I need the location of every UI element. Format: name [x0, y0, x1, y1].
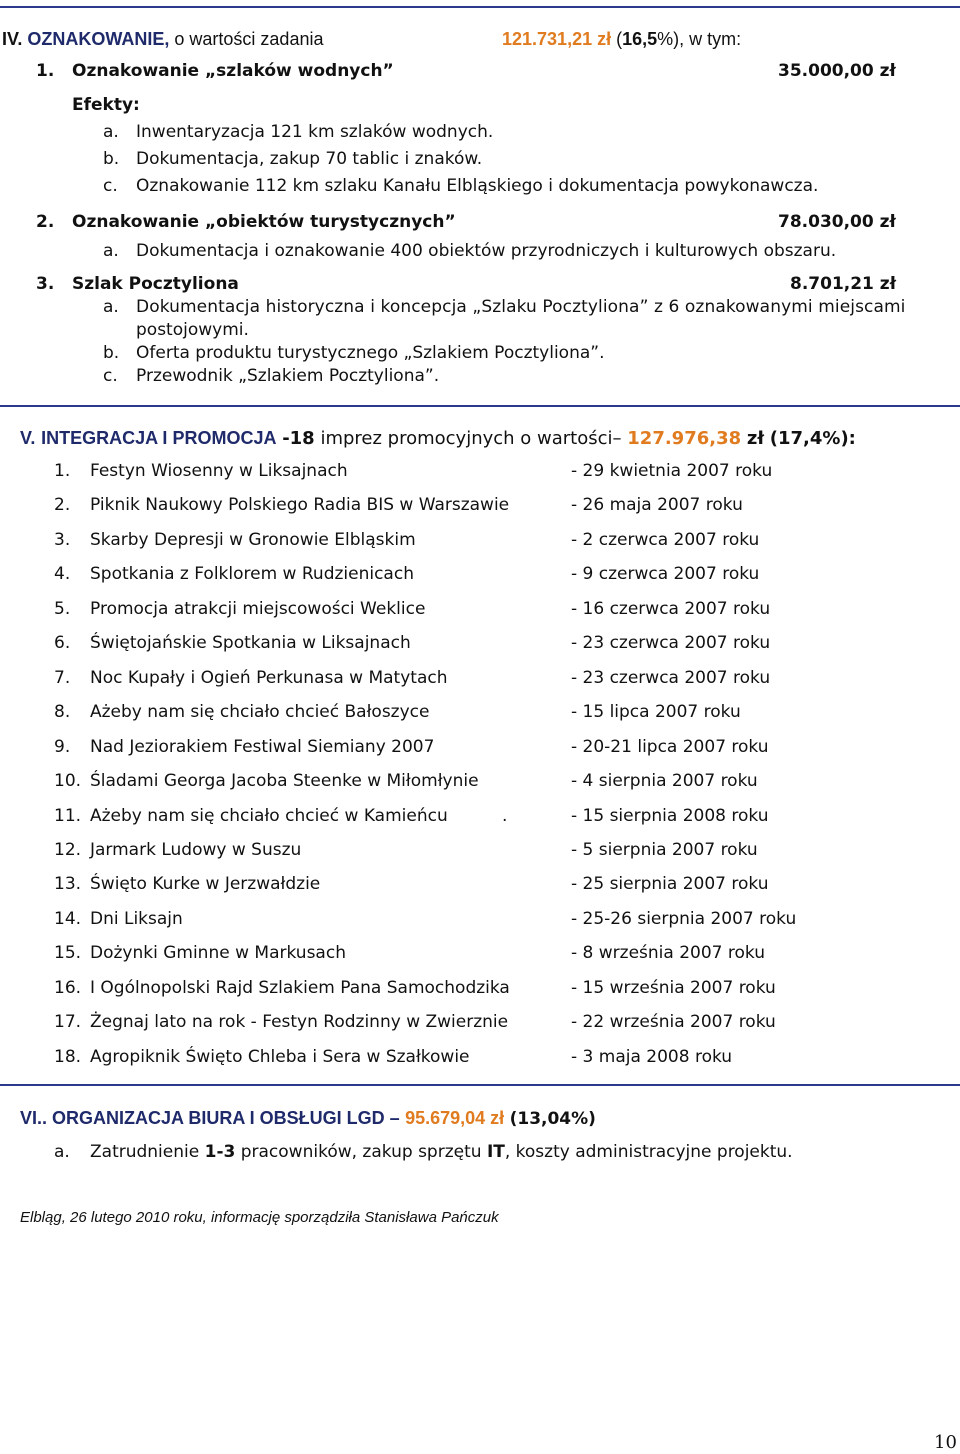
event-name: Promocja atrakcji miejscowości Weklice — [90, 599, 426, 619]
event-date: - 9 czerwca 2007 roku — [571, 564, 760, 584]
event-name: Dożynki Gminne w Markusach — [90, 943, 346, 963]
event-name: Ażeby nam się chciało chcieć Bałoszyce — [90, 702, 430, 722]
event-date: - 3 maja 2008 roku — [571, 1047, 733, 1067]
item2-num: 2. — [36, 212, 55, 232]
event-name: Festyn Wiosenny w Liksajnach — [90, 461, 348, 481]
event-date: - 29 kwietnia 2007 roku — [571, 461, 773, 481]
item3-effect-a-letter: a. — [103, 297, 119, 317]
item1-effect-b-letter: b. — [103, 149, 120, 169]
event-number: 14. — [54, 909, 82, 929]
item1-effect-a-letter: a. — [103, 122, 119, 142]
event-dot: . — [502, 806, 508, 826]
event-date: - 25 sierpnia 2007 roku — [571, 874, 769, 894]
event-number: 17. — [54, 1012, 82, 1032]
event-number: 9. — [54, 737, 71, 757]
event-number: 2. — [54, 495, 71, 515]
item3-effect-c: Przewodnik „Szlakiem Pocztyliona”. — [136, 366, 440, 386]
event-number: 7. — [54, 668, 71, 688]
event-date: - 20-21 lipca 2007 roku — [571, 737, 769, 757]
event-number: 16. — [54, 978, 82, 998]
item3-effect-a: Dokumentacja historyczna i koncepcja „Szlaku Pocztyliona” z 6 oznakowanymi miejscami — [136, 297, 906, 317]
event-number: 5. — [54, 599, 71, 619]
event-name: Agropiknik Święto Chleba i Sera w Szałkowie — [90, 1047, 470, 1067]
event-date: - 15 września 2007 roku — [571, 978, 776, 998]
event-date: - 15 lipca 2007 roku — [571, 702, 741, 722]
item2-effect-a-letter: a. — [103, 241, 119, 261]
item3-effect-b: Oferta produktu turystycznego „Szlakiem Pocztyliona”. — [136, 343, 605, 363]
event-number: 18. — [54, 1047, 82, 1067]
section-v-rule — [0, 1084, 960, 1086]
event-date: - 25-26 sierpnia 2007 roku — [571, 909, 797, 929]
item3-effect-a-cont: postojowymi. — [136, 320, 249, 340]
event-date: - 23 czerwca 2007 roku — [571, 668, 771, 688]
event-name: Ażeby nam się chciało chcieć w Kamieńcu — [90, 806, 448, 826]
event-number: 12. — [54, 840, 82, 860]
event-name: I Ogólnopolski Rajd Szlakiem Pana Samochodzika — [90, 978, 510, 998]
event-date: - 15 sierpnia 2008 roku — [571, 806, 769, 826]
event-number: 3. — [54, 530, 71, 550]
event-name: Spotkania z Folklorem w Rudzienicach — [90, 564, 414, 584]
event-number: 10. — [54, 771, 82, 791]
effects-label: Efekty: — [72, 95, 140, 115]
event-number: 6. — [54, 633, 71, 653]
event-number: 15. — [54, 943, 82, 963]
event-name: Piknik Naukowy Polskiego Radia BIS w Warszawie — [90, 495, 510, 515]
item2-effect-a: Dokumentacja i oznakowanie 400 obiektów przyrodniczych i kulturowych obszaru. — [136, 241, 837, 261]
event-date: - 16 czerwca 2007 roku — [571, 599, 771, 619]
item3-num: 3. — [36, 274, 55, 294]
item3-effect-c-letter: c. — [103, 366, 118, 386]
event-name: Nad Jeziorakiem Festiwal Siemiany 2007 — [90, 737, 435, 757]
item1-effect-a: Inwentaryzacja 121 km szlaków wodnych. — [136, 122, 494, 142]
event-name: Święto Kurke w Jerzwałdzie — [90, 874, 321, 894]
section-iv-rule — [0, 405, 960, 407]
item2-title: Oznakowanie „obiektów turystycznych” — [72, 212, 456, 232]
section-iv-heading: IV. OZNAKOWANIE, o wartości zadania — [2, 29, 324, 49]
section-vi-item-letter: a. — [54, 1142, 70, 1162]
item1-effect-c: Oznakowanie 112 km szlaku Kanału Elbląskiego i dokumentacja powykonawcza. — [136, 176, 819, 196]
item2-amount: 78.030,00 zł — [778, 212, 896, 232]
item3-title: Szlak Pocztyliona — [72, 274, 239, 294]
event-number: 11. — [54, 806, 82, 826]
item1-num: 1. — [36, 61, 55, 81]
page-number: 10 — [934, 1432, 957, 1453]
event-name: Noc Kupały i Ogień Perkunasa w Matytach — [90, 668, 448, 688]
event-date: - 23 czerwca 2007 roku — [571, 633, 771, 653]
top-rule — [0, 6, 960, 8]
event-name: Dni Liksajn — [90, 909, 183, 929]
event-name: Świętojańskie Spotkania w Liksajnach — [90, 633, 411, 653]
event-number: 4. — [54, 564, 71, 584]
section-vi-item: Zatrudnienie 1-3 pracowników, zakup sprzętu IT, koszty administracyjne projektu. — [90, 1142, 793, 1162]
item1-amount: 35.000,00 zł — [778, 61, 896, 81]
event-number: 8. — [54, 702, 71, 722]
event-date: - 2 czerwca 2007 roku — [571, 530, 760, 550]
event-name: Jarmark Ludowy w Suszu — [90, 840, 302, 860]
event-date: - 4 sierpnia 2007 roku — [571, 771, 758, 791]
event-name: Żegnaj lato na rok - Festyn Rodzinny w Zwierznie — [90, 1012, 509, 1032]
item3-effect-b-letter: b. — [103, 343, 120, 363]
item1-effect-b: Dokumentacja, zakup 70 tablic i znaków. — [136, 149, 483, 169]
item3-amount: 8.701,21 zł — [790, 274, 897, 294]
item1-effect-c-letter: c. — [103, 176, 118, 196]
event-name: Skarby Depresji w Gronowie Elbląskim — [90, 530, 416, 550]
item1-title: Oznakowanie „szlaków wodnych” — [72, 61, 394, 81]
section-vi-heading: VI.. ORGANIZACJA BIURA I OBSŁUGI LGD – 95.679,04 zł (13,04%) — [20, 1108, 596, 1129]
event-number: 13. — [54, 874, 82, 894]
event-number: 1. — [54, 461, 71, 481]
signature: Elbląg, 26 lutego 2010 roku, informację sporządziła Stanisława Pańczuk — [20, 1209, 499, 1226]
event-date: - 22 września 2007 roku — [571, 1012, 776, 1032]
event-date: - 26 maja 2007 roku — [571, 495, 743, 515]
event-name: Śladami Georga Jacoba Steenke w Miłomłynie — [90, 771, 479, 791]
event-date: - 8 września 2007 roku — [571, 943, 765, 963]
section-v-heading: V. INTEGRACJA I PROMOCJA -18 imprez promocyjnych o wartości– 127.976,38 zł (17,4%): — [20, 428, 856, 449]
section-iv-amount: 121.731,21 zł (16,5%), w tym: — [502, 29, 742, 49]
event-date: - 5 sierpnia 2007 roku — [571, 840, 758, 860]
